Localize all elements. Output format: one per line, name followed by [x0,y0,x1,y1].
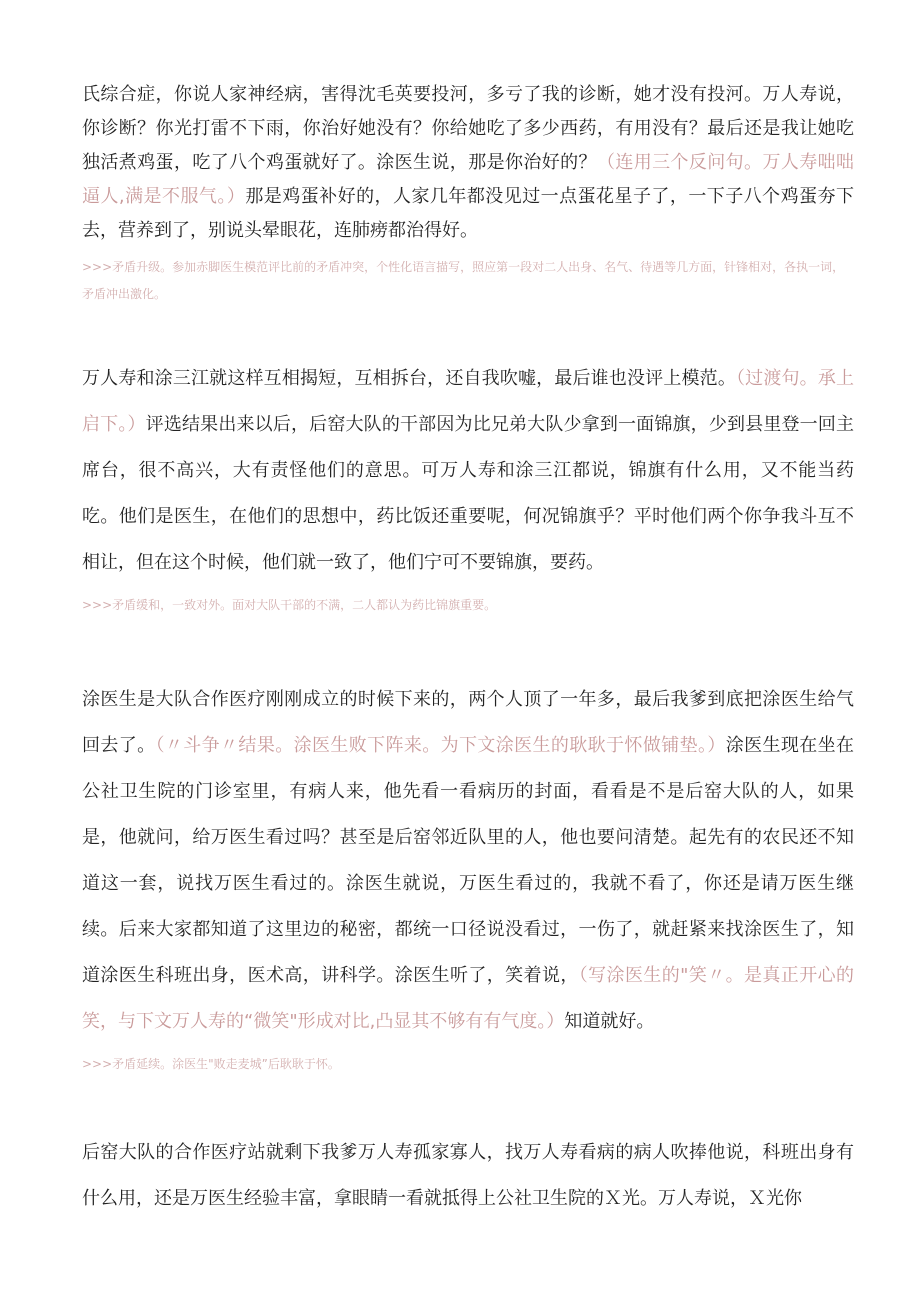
section-gap [82,1078,854,1130]
paragraph-1-text-b: 那是鸡蛋补好的，人家几年都没见过一点蛋花星子了，一下子八个鸡蛋夯下去，营养到了，别说头晕眼花，连肺痨都治得好。 [82,186,854,241]
document-page [82,72,854,1222]
paragraph-1-note: >>>矛盾升级。参加赤脚医生模范评比前的矛盾冲突，个性化语言描写，照应第一段对二人出身、名气、待遇等几方面，针锋相对，各执一词，矛盾冲出激化。 [82,260,845,301]
paragraph-2-note: >>>矛盾缓和，一致对外。面对大队干部的不满，二人都认为药比锦旗重要。 [82,598,497,612]
section-gap [82,308,854,356]
paragraph-2-text-a: 万人寿和涂三江就这样互相揭短，互相拆台，还自我吹嘘，最后谁也没评上模范。 [82,368,736,389]
paragraph-4 [82,1130,854,1222]
paragraph-2-annotation: （过渡句。承上启下。） [82,368,854,435]
paragraph-3-text-b: 涂医生现在坐在公社卫生院的门诊室里，有病人来，他先看一看病历的封面，看看是不是后窑大队的人，如果是，他就问，给万医生看过吗？甚至是后窑邻近队里的人，他也要问清楚。起先有的农民还不知道这一套，说找万医生看过的。涂医生就说，万医生看过的，我就不看了，你还是请万医生继续。后来大家都知道了这里边的秘密，都统一口径说没看过，一伤了，就赶紧来找涂医生了，知道涂医生科班出身，医术高，讲科学。涂医生听了，笑着说， [82,735,855,986]
paragraph-3-annotation-a: （〃斗争〃结果。涂医生败下阵来。为下文涂医生的耿耿于怀做铺垫。） [155,735,726,756]
paragraph-3-text-c: 知道就好。 [564,1011,655,1032]
paragraph-2 [82,356,854,586]
paragraph-3-note: >>>矛盾延续。涂医生"败走麦城”后耿耿于怀。 [82,1057,340,1071]
paragraph-4-text: 后窑大队的合作医疗站就剩下我爹万人寿孤家寡人，找万人寿看病的病人吹捧他说，科班出身有什么用，还是万医生经验丰富，拿眼睛一看就抵得上公社卫生院的Ｘ光。万人寿说，Ｘ光你 [82,1142,854,1209]
paragraph-2-text-b: 评选结果出来以后，后窑大队的干部因为比兄弟大队少拿到一面锦旗，少到县里登一回主席台，很不高兴，大有责怪他们的意思。可万人寿和涂三江都说，锦旗有什么用，又不能当药吃。他们是医生，在他们的思想中，药比饭还重要呢，何况锦旗乎？平时他们两个你争我斗互不相让，但在这个时候，他们就一致了，他们宁可不要锦旗，要药。 [82,414,855,573]
paragraph-1-text-a: 氏综合症，你说人家神经病，害得沈毛英要投河，多亏了我的诊断，她才没有投河。万人寿说，你诊断？你光打雷不下雨，你治好她没有？你给她吃了多少西药，有用没有？最后还是我让她吃独活煮鸡蛋，吃了八个鸡蛋就好了。涂医生说，那是你治好的？ [82,84,854,173]
section-gap [82,619,854,677]
paragraph-3 [82,677,854,1045]
paragraph-1-annotation: （连用三个反问句。万人寿咄咄逼人,满是不服气。） [82,152,855,207]
paragraph-3-text-a: 涂医生是大队合作医疗刚刚成立的时候下来的，两个人顶了一年多，最后我爹到底把涂医生给气回去了。 [82,689,854,756]
paragraph-1 [82,78,854,248]
paragraph-3-annotation-b: （写涂医生的"笑〃。是真正开心的笑，与下文万人寿的“微笑"形成对比,凸显其不够有有气度。） [82,965,854,1032]
